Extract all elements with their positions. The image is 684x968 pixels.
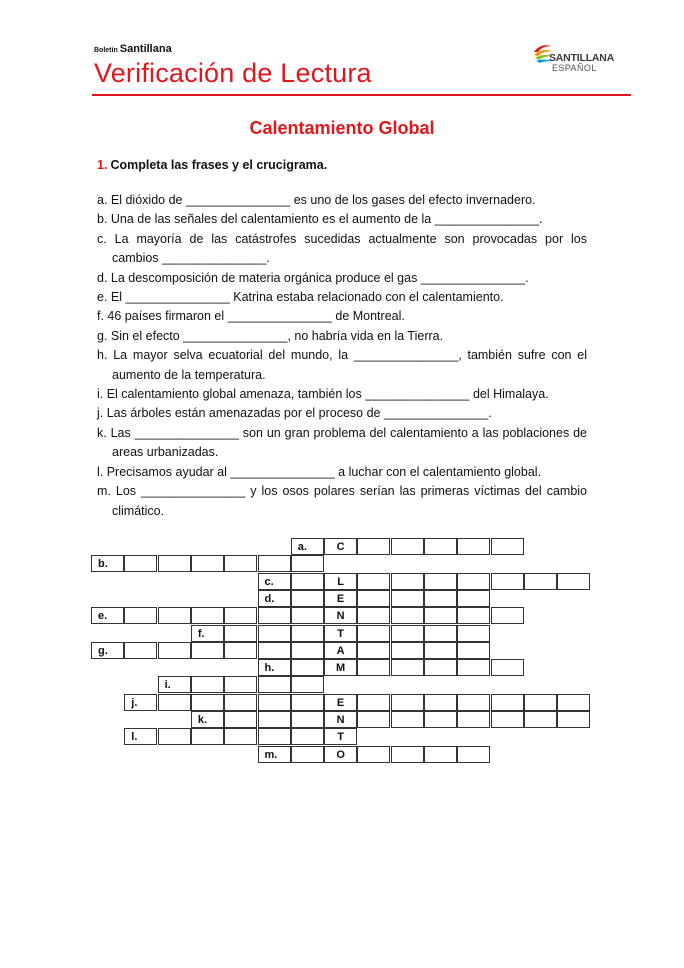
crossword-cell[interactable]: [491, 538, 524, 555]
crossword-cell[interactable]: [291, 746, 324, 763]
crossword-cell[interactable]: [424, 746, 457, 763]
crossword-cell[interactable]: [224, 711, 257, 728]
crossword-cell[interactable]: [258, 607, 291, 624]
crossword-cell[interactable]: [424, 711, 457, 728]
sentence-item: f. 46 países firmaron el _______________ de Montreal.: [97, 309, 405, 324]
crossword-cell[interactable]: [391, 659, 424, 676]
crossword-clue-label: b.: [91, 555, 124, 572]
crossword-cell[interactable]: [224, 607, 257, 624]
crossword-clue-label: i.: [158, 676, 191, 693]
sentence-item: d. La descomposición de materia orgánica produce el gas _______________.: [97, 270, 529, 285]
crossword-cell[interactable]: [191, 607, 224, 624]
exercise-instruction: [97, 158, 327, 172]
crossword-cell[interactable]: [491, 711, 524, 728]
crossword-cell[interactable]: [291, 659, 324, 676]
crossword-cell[interactable]: [424, 607, 457, 624]
crossword-cell[interactable]: [258, 625, 291, 642]
crossword-key-letter: O: [324, 746, 357, 763]
santillana-logo: [532, 42, 632, 76]
crossword-cell[interactable]: [191, 555, 224, 572]
crossword-cell[interactable]: [424, 625, 457, 642]
crossword-cell[interactable]: [457, 694, 490, 711]
crossword-cell[interactable]: [457, 607, 490, 624]
crossword-cell[interactable]: [291, 711, 324, 728]
crossword-cell[interactable]: [391, 625, 424, 642]
crossword-cell[interactable]: [524, 694, 557, 711]
crossword-clue-label: h.: [258, 659, 291, 676]
crossword-cell[interactable]: [291, 607, 324, 624]
crossword-cell[interactable]: [391, 607, 424, 624]
crossword-cell[interactable]: [491, 694, 524, 711]
crossword-cell[interactable]: [424, 694, 457, 711]
crossword-key-letter: A: [324, 642, 357, 659]
crossword-cell[interactable]: [457, 659, 490, 676]
crossword-clue-label: m.: [258, 746, 291, 763]
crossword-key-letter: C: [324, 538, 357, 555]
crossword-clue-label: k.: [191, 711, 224, 728]
crossword-clue-label: e.: [91, 607, 124, 624]
crossword-cell[interactable]: [391, 746, 424, 763]
crossword-cell[interactable]: [158, 728, 191, 745]
crossword-cell[interactable]: [158, 555, 191, 572]
crossword-key-letter: T: [324, 728, 357, 745]
document-title: Calentamiento Global: [249, 118, 435, 138]
crossword-cell[interactable]: [391, 711, 424, 728]
crossword-cell[interactable]: [258, 642, 291, 659]
crossword-cell[interactable]: [424, 642, 457, 659]
crossword-key-letter: N: [324, 607, 357, 624]
crossword-cell[interactable]: [258, 728, 291, 745]
crossword-key-letter: N: [324, 711, 357, 728]
crossword-cell[interactable]: [291, 694, 324, 711]
crossword-key-letter: T: [324, 625, 357, 642]
sentence-item: i. El calentamiento global amenaza, también los _______________ del Himalaya.: [97, 387, 549, 402]
crossword-cell[interactable]: [291, 555, 324, 572]
crossword-cell[interactable]: [491, 659, 524, 676]
crossword-cell[interactable]: [291, 625, 324, 642]
crossword-cell[interactable]: [357, 659, 390, 676]
crossword-cell[interactable]: [491, 607, 524, 624]
crossword-clue-label: g.: [91, 642, 124, 659]
crossword-cell[interactable]: [391, 642, 424, 659]
exercise-text: Completa las frases y el crucigrama.: [110, 158, 328, 172]
header-title: Verificación de Lectura: [94, 58, 372, 88]
crossword-cell[interactable]: [357, 746, 390, 763]
crossword-cell[interactable]: [124, 555, 157, 572]
crossword-cell[interactable]: [391, 573, 424, 590]
crossword-cell[interactable]: [457, 746, 490, 763]
crossword-cell[interactable]: [524, 573, 557, 590]
crossword-cell[interactable]: [457, 573, 490, 590]
crossword-cell[interactable]: [357, 642, 390, 659]
sentence-item: e. El _______________ Katrina estaba relacionado con el calentamiento.: [97, 290, 504, 305]
crossword-cell[interactable]: [357, 694, 390, 711]
bulletin-label: [94, 43, 172, 55]
crossword-cell[interactable]: [457, 642, 490, 659]
crossword-cell[interactable]: [191, 728, 224, 745]
crossword-cell[interactable]: [357, 711, 390, 728]
crossword-cell[interactable]: [457, 538, 490, 555]
crossword-cell[interactable]: [158, 607, 191, 624]
crossword-cell[interactable]: [457, 711, 490, 728]
crossword-cell[interactable]: [424, 590, 457, 607]
crossword-cell[interactable]: [258, 676, 291, 693]
crossword-clue-label: c.: [258, 573, 291, 590]
crossword-cell[interactable]: [191, 694, 224, 711]
crossword-cell[interactable]: [124, 642, 157, 659]
crossword-cell[interactable]: [224, 676, 257, 693]
crossword-clue-label: a.: [291, 538, 324, 555]
crossword-cell[interactable]: [158, 694, 191, 711]
sentence-item: g. Sin el efecto _______________, no habría vida en la Tierra.: [97, 328, 444, 343]
crossword-cell[interactable]: [224, 625, 257, 642]
crossword-clue-label: j.: [124, 694, 157, 711]
crossword-cell[interactable]: [524, 711, 557, 728]
bulletin-brand: Santillana: [119, 43, 172, 55]
crossword-cell[interactable]: [557, 694, 590, 711]
crossword-cell[interactable]: [291, 676, 324, 693]
crossword-cell[interactable]: [258, 555, 291, 572]
crossword-cell[interactable]: [391, 694, 424, 711]
sentence-item: l. Precisamos ayudar al _______________ a luchar con el calentamiento global.: [97, 464, 542, 479]
crossword-cell[interactable]: [457, 590, 490, 607]
crossword-cell[interactable]: [224, 694, 257, 711]
sentence-item: m. Los _______________ y los osos polares serían las primeras víctimas del cambio climático.: [97, 484, 587, 518]
header-divider: [92, 94, 631, 96]
exercise-number: 1.: [97, 158, 108, 172]
crossword-key-letter: E: [324, 694, 357, 711]
crossword-key-letter: E: [324, 590, 357, 607]
crossword-clue-label: d.: [258, 590, 291, 607]
sentence-item: a. El dióxido de _______________ es uno de los gases del efecto invernadero.: [97, 193, 536, 207]
sentence-item: j. Las árboles están amenazadas por el proceso de _______________.: [97, 406, 492, 421]
crossword-cell[interactable]: [557, 711, 590, 728]
crossword-clue-label: f.: [191, 625, 224, 642]
crossword-cell[interactable]: [424, 573, 457, 590]
logo-brand-text: SANTILLANA: [549, 52, 615, 64]
sentence-item: k. Las _______________ son un gran problema del calentamiento a las poblaciones de areas urbanizadas.: [97, 425, 587, 460]
sentence-list: [97, 191, 587, 521]
crossword-cell[interactable]: [191, 676, 224, 693]
sentence-item: c. La mayoría de las catástrofes sucedidas actualmente son provocadas por los cambios _______________.: [97, 231, 587, 266]
bulletin-prefix: Boletín: [94, 47, 118, 54]
crossword-cell[interactable]: [291, 573, 324, 590]
crossword-cell[interactable]: [357, 590, 390, 607]
crossword-clue-label: l.: [124, 728, 157, 745]
crossword-key-letter: L: [324, 573, 357, 590]
crossword-cell[interactable]: [224, 728, 257, 745]
crossword-cell[interactable]: [258, 711, 291, 728]
crossword-cell[interactable]: [457, 625, 490, 642]
crossword-cell[interactable]: [357, 607, 390, 624]
crossword-cell[interactable]: [557, 573, 590, 590]
crossword-cell[interactable]: [291, 590, 324, 607]
crossword-cell[interactable]: [357, 625, 390, 642]
crossword-cell[interactable]: [258, 694, 291, 711]
crossword-cell[interactable]: [291, 642, 324, 659]
sentence-item: b. Una de las señales del calentamiento es el aumento de la _______________.: [97, 212, 543, 227]
crossword-cell[interactable]: [391, 538, 424, 555]
crossword-key-letter: M: [324, 659, 357, 676]
crossword-cell[interactable]: [424, 538, 457, 555]
crossword-cell[interactable]: [291, 728, 324, 745]
sentence-item: h. La mayor selva ecuatorial del mundo, la _______________, también sufre con el aumento de la temperatura.: [97, 348, 587, 382]
crossword-cell[interactable]: [424, 659, 457, 676]
crossword-cell[interactable]: [357, 573, 390, 590]
crossword-cell[interactable]: [158, 642, 191, 659]
crossword-cell[interactable]: [224, 642, 257, 659]
logo-sub-text: ESPAÑOL: [552, 63, 597, 73]
crossword-cell[interactable]: [391, 590, 424, 607]
crossword-cell[interactable]: [357, 538, 390, 555]
crossword-cell[interactable]: [124, 607, 157, 624]
crossword-cell[interactable]: [191, 642, 224, 659]
crossword-cell[interactable]: [224, 555, 257, 572]
crossword-cell[interactable]: [491, 573, 524, 590]
